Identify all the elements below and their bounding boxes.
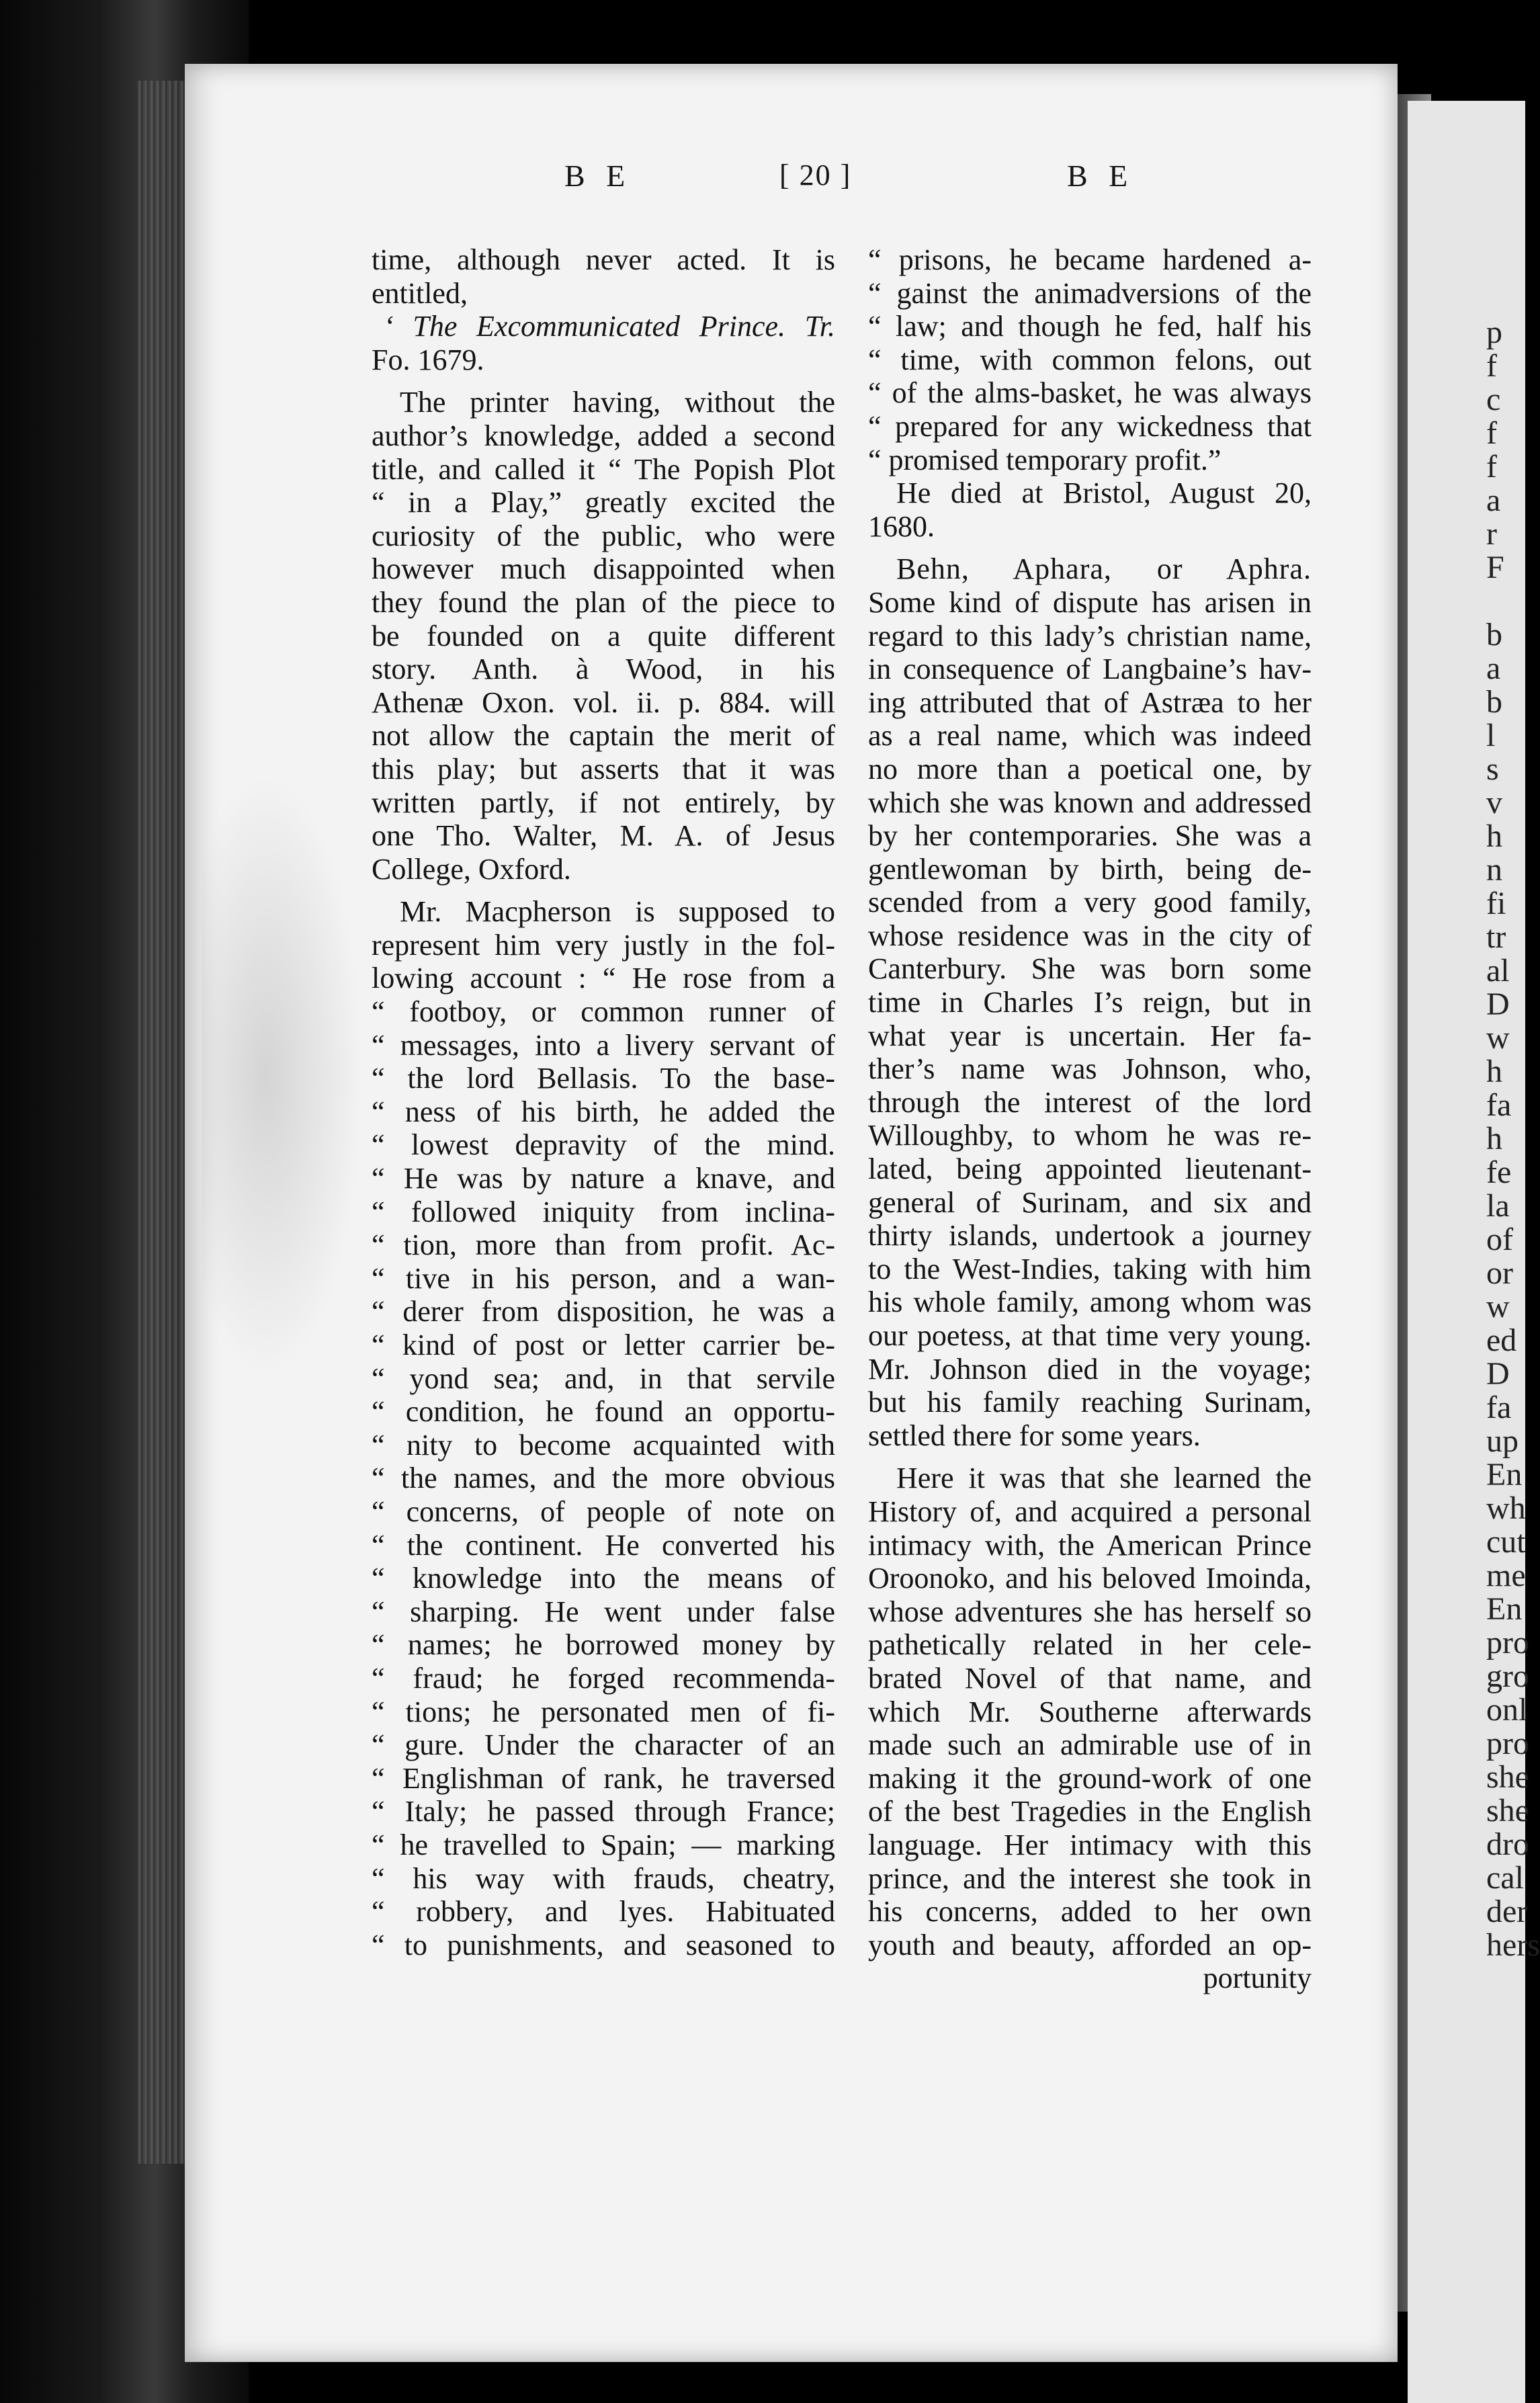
left-text-column (372, 243, 835, 1962)
text-line: History of, and acquired a personal (868, 1494, 1312, 1528)
text-line: youth and beauty, afforded an op- (868, 1928, 1312, 1962)
text-line: our poetess, at that time very young. (868, 1319, 1312, 1352)
text-line: “ the continent. He converted his (372, 1528, 835, 1562)
text-line: lowing account : “ He rose from a (372, 962, 835, 995)
text-line: what year is uncertain. Her fa- (868, 1019, 1312, 1052)
paragraph-gap (372, 376, 835, 386)
text-line: “ tive in his person, and a wan- (372, 1261, 835, 1295)
text-line: “ to punishments, and seasoned to (372, 1928, 835, 1962)
text-line: College, Oxford. (372, 852, 571, 886)
text-line: “ knowledge into the means of (372, 1562, 835, 1595)
page-number: [ 20 ] (779, 159, 852, 192)
text-line: ing attributed that of Astræa to her (868, 685, 1312, 719)
text-line: ‘ The Excommunicated Prince. Tr. (384, 310, 835, 343)
text-line: “ nity to become acquainted with (372, 1428, 835, 1462)
text-line: “ promised temporary profit.” (868, 443, 1222, 476)
text-line: “ sharping. He went under false (372, 1595, 835, 1628)
text-line: “ He was by nature a knave, and (372, 1162, 835, 1195)
text-line: “ gure. Under the character of an (372, 1728, 835, 1762)
text-line: “ condition, he found an opportu- (372, 1395, 835, 1429)
text-line: his concerns, added to her own (868, 1895, 1312, 1929)
text-line: no more than a poetical one, by (868, 752, 1312, 786)
text-line: of the best Tragedies in the English (868, 1795, 1312, 1828)
text-line: Here it was that she learned the (896, 1462, 1312, 1495)
paragraph-gap (372, 886, 835, 895)
text-line: “ lowest depravity of the mind. (372, 1128, 835, 1162)
text-line: “ ness of his birth, he added the (372, 1095, 835, 1128)
text-line: “ Englishman of rank, he traversed (372, 1761, 835, 1795)
text-line: be founded on a quite different (372, 619, 835, 652)
text-line: not allow the captain the merit of (372, 719, 835, 753)
text-line: one Tho. Walter, M. A. of Jesus (372, 819, 835, 853)
text-line: which she was known and addressed (868, 786, 1312, 819)
text-line: to the West-Indies, taking with him (868, 1252, 1312, 1285)
running-head-left: B E (564, 159, 632, 193)
text-line: pathetically related in her cele- (868, 1628, 1312, 1662)
text-line: ther’s name was Johnson, who, (868, 1052, 1312, 1086)
text-line: whose residence was in the city of (868, 919, 1312, 952)
text-line: “ the lord Bellasis. To the base- (372, 1062, 835, 1095)
text-line: gentlewoman by birth, being de- (868, 852, 1312, 886)
right-text-column (868, 243, 1312, 1995)
text-line: “ robbery, and lyes. Habituated (372, 1895, 835, 1929)
text-line: thirty islands, undertook a journey (868, 1219, 1312, 1253)
text-line: story. Anth. à Wood, in his (372, 652, 835, 686)
text-line: “ law; and though he fed, half his (868, 310, 1312, 343)
text-line: through the interest of the lord (868, 1085, 1312, 1119)
text-line: brated Novel of that name, and (868, 1661, 1312, 1695)
text-line: The printer having, without the (400, 386, 835, 419)
text-line: time, although never acted. It is (372, 243, 835, 276)
text-line: author’s knowledge, added a second (372, 419, 835, 452)
text-line: this play; but asserts that it was (372, 752, 835, 786)
text-line: however much disappointed when (372, 552, 835, 586)
opposite-page-text-fragments: p f c f f a r F b a b l s v h n fi tr al D w h fa h fe la of or w ed D fa up En wh cut me En pro gro onl pro she she dro cal der hers (1486, 314, 1540, 1963)
text-line: “ prepared for any wickedness that (868, 409, 1312, 443)
text-line: “ messages, into a livery servant of (372, 1028, 835, 1062)
paragraph-gap (868, 1452, 1312, 1462)
text-line: Fo. 1679. (372, 343, 484, 376)
text-line: written partly, if not entirely, by (372, 786, 835, 819)
scan-smudge (202, 773, 363, 1378)
text-line: Mr. Johnson died in the voyage; (868, 1352, 1312, 1386)
text-line: Behn, Aphara, or Aphra. (896, 552, 1312, 586)
text-line: portunity (1203, 1962, 1312, 1995)
text-line: language. Her intimacy with this (868, 1828, 1312, 1861)
text-line: making it the ground-work of one (868, 1761, 1312, 1795)
text-line: Oroonoko, and his beloved Imoinda, (868, 1562, 1312, 1595)
text-line: lated, being appointed lieutenant- (868, 1152, 1312, 1186)
text-line: Willoughby, to whom he was re- (868, 1119, 1312, 1152)
text-line: “ concerns, of people of note on (372, 1494, 835, 1528)
text-line: “ followed iniquity from inclina- (372, 1195, 835, 1228)
text-line: represent him very justly in the fol- (372, 928, 835, 962)
text-line: but his family reaching Surinam, (868, 1386, 1312, 1419)
text-line: “ fraud; he forged recommenda- (372, 1661, 835, 1695)
text-line: time in Charles I’s reign, but in (868, 986, 1312, 1019)
text-line: curiosity of the public, who were (372, 519, 835, 552)
paragraph-gap (868, 543, 1312, 552)
text-line: as a real name, which was indeed (868, 719, 1312, 753)
text-line: “ tions; he personated men of fi- (372, 1695, 835, 1728)
text-line: settled there for some years. (868, 1419, 1201, 1452)
text-line: Some kind of dispute has arisen in (868, 585, 1312, 619)
text-line: made such an admirable use of in (868, 1728, 1312, 1762)
running-head-right: B E (1067, 159, 1135, 193)
text-line: “ prisons, he became hardened a- (868, 243, 1312, 276)
text-line: regard to this lady’s christian name, (868, 619, 1312, 652)
text-line: “ gainst the animadversions of the (868, 276, 1312, 310)
text-line: title, and called it “ The Popish Plot (372, 452, 835, 486)
text-line: “ he travelled to Spain; — marking (372, 1828, 835, 1861)
text-line: He died at Bristol, August 20, (896, 476, 1312, 510)
text-line: scended from a very good family, (868, 886, 1312, 919)
text-line: general of Surinam, and six and (868, 1185, 1312, 1219)
text-line: “ footboy, or common runner of (372, 995, 835, 1029)
text-line: “ in a Play,” greatly excited the (372, 486, 835, 519)
text-line: whose adventures she has herself so (868, 1595, 1312, 1628)
text-line: Canterbury. She was born some (868, 952, 1312, 986)
text-line: Mr. Macpherson is supposed to (400, 895, 835, 929)
text-line: in consequence of Langbaine’s hav- (868, 652, 1312, 686)
text-line: “ his way with frauds, cheatry, (372, 1861, 835, 1895)
text-line: his whole family, among whom was (868, 1285, 1312, 1319)
text-line: “ time, with common felons, out (868, 343, 1312, 376)
text-line: “ the names, and the more obvious (372, 1462, 835, 1495)
text-line: prince, and the interest she took in (868, 1861, 1312, 1895)
text-line: “ yond sea; and, in that servile (372, 1361, 835, 1395)
text-line: “ derer from disposition, he was a (372, 1295, 835, 1329)
text-line: “ Italy; he passed through France; (372, 1795, 835, 1828)
text-line: 1680. (868, 509, 935, 543)
text-line: “ kind of post or letter carrier be- (372, 1329, 835, 1361)
text-line: intimacy with, the American Prince (868, 1528, 1312, 1562)
text-line: by her contemporaries. She was a (868, 819, 1312, 853)
text-line: “ of the alms-basket, he was always (868, 376, 1312, 410)
text-line: entitled, (372, 276, 468, 310)
text-line: “ names; he borrowed money by (372, 1628, 835, 1662)
text-line: which Mr. Southerne afterwards (868, 1695, 1312, 1728)
text-line: they found the plan of the piece to (372, 585, 835, 619)
text-line: Athenæ Oxon. vol. ii. p. 884. will (372, 685, 835, 719)
text-line: “ tion, more than from profit. Ac- (372, 1228, 835, 1262)
